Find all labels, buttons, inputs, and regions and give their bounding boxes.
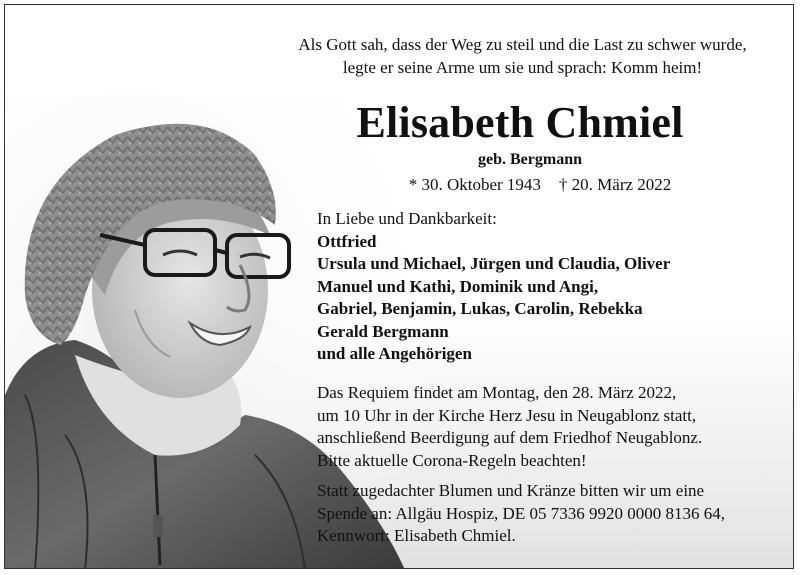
epitaph-quote	[255, 33, 790, 79]
deceased-name: Elisabeth Chmiel	[356, 98, 684, 147]
mourners-list	[317, 208, 670, 366]
requiem-line: Das Requiem findet am Montag, den 28. März 2022,	[317, 383, 677, 402]
mourners-intro: In Liebe und Dankbarkeit:	[317, 209, 497, 228]
birth-date: * 30. Oktober 1943	[408, 175, 541, 194]
donation-info	[317, 480, 725, 548]
donation-line: Spende an: Allgäu Hospiz, DE 05 7336 9920 0000 8136 64,	[317, 503, 725, 523]
requiem-line: Bitte aktuelle Corona-Regeln beachten!	[317, 450, 587, 470]
death-date: † 20. März 2022	[558, 175, 672, 194]
mourner-line: Gabriel, Benjamin, Lukas, Carolin, Rebekka	[317, 299, 643, 318]
mourner-line: und alle Angehörigen	[317, 344, 472, 363]
life-dates	[395, 175, 685, 195]
requiem-info	[317, 382, 702, 472]
donation-line: Kennwort: Elisabeth Chmiel.	[317, 526, 516, 545]
maiden-name: geb. Bergmann	[478, 151, 582, 168]
requiem-line: um 10 Uhr in der Kirche Herz Jesu in Neugablonz statt,	[317, 405, 697, 425]
donation-line: Statt zugedachter Blumen und Kränze bitten wir um eine	[317, 481, 705, 500]
quote-line: legte er seine Arme um sie und sprach: Komm heim!	[342, 58, 703, 77]
mourner-line: Ottfried	[317, 231, 377, 251]
mourner-line: Ursula und Michael, Jürgen und Claudia, Oliver	[317, 254, 671, 273]
mourner-line: Manuel und Kathi, Dominik und Angi,	[317, 276, 599, 296]
requiem-line: anschließend Beerdigung auf dem Friedhof Neugablonz.	[317, 428, 703, 447]
obituary-notice	[4, 4, 794, 569]
mourner-line: Gerald Bergmann	[317, 321, 449, 341]
quote-line: Als Gott sah, dass der Weg zu steil und die Last zu schwer wurde,	[298, 35, 747, 54]
